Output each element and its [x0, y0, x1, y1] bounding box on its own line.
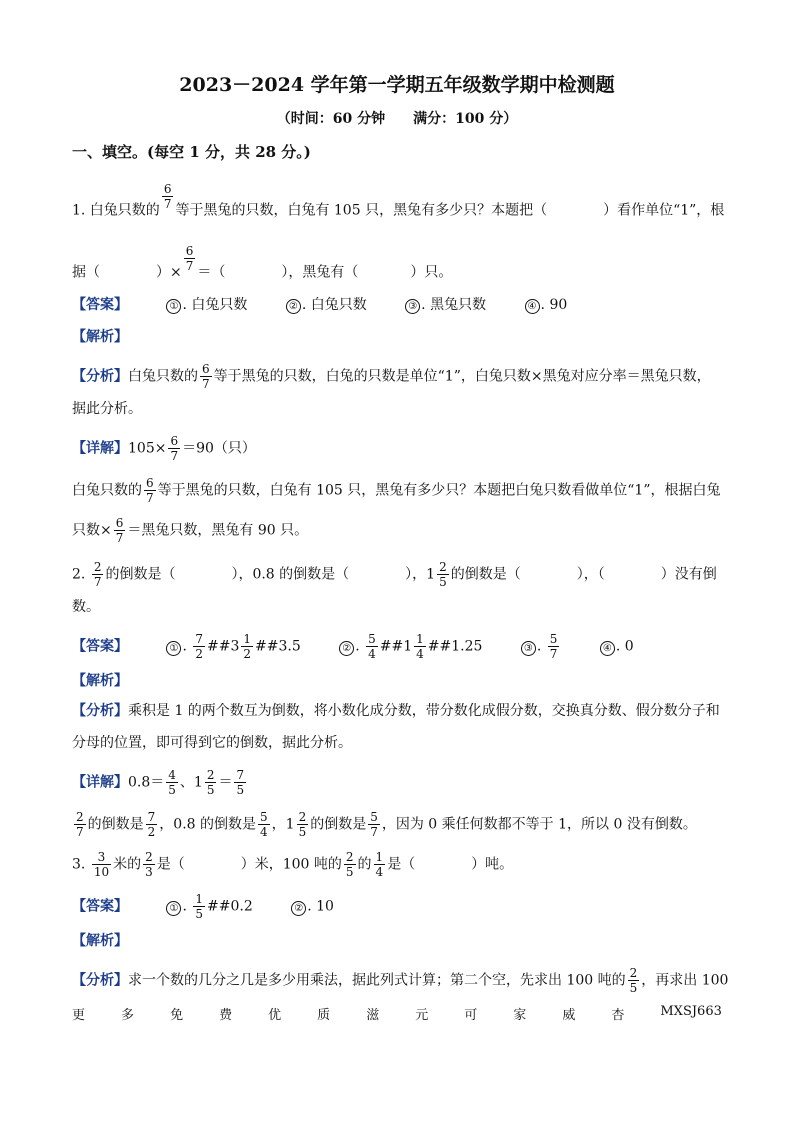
q3-fenxi: 【分析】求一个数的几分之几是多少用乘法，据此列式计算；第二个空，先求出 100 吨的 $\frac{2}{5}$ ，再求出 100	[72, 966, 729, 995]
exam-time: （时间：60 分钟	[276, 111, 386, 127]
q2-fenxi-cont: 分母的位置，即可得到它的倒数，据此分析。	[72, 735, 352, 751]
q3-answer: 【答案】 ① . $\frac{1}{5}$ ##0.2 ② . 10	[72, 892, 334, 921]
q1-line2: 据（ ）× $\frac{6}{7}$ ＝（ ），黑兔有（ ）只。	[72, 244, 453, 281]
section-heading: 一、填空。(每空 1 分，共 28 分。)	[72, 143, 311, 161]
page-footer: 更 多 免 费 优 质 滋 元 可 家 威 杏 MXSJ663	[72, 1004, 722, 1023]
fraction: $\frac{2}{5}$	[439, 560, 447, 589]
q2-xiangjie: 【详解】0.8＝ $\frac{4}{5}$ 、1 $\frac{2}{5}$ ＝ $\frac{7}{5}$	[72, 768, 245, 797]
q2-line2: 数。	[72, 599, 100, 615]
q2-detail: $\frac{2}{7}$ 的倒数是 $\frac{7}{2}$ ，0.8 的倒数是 $\frac{5}{4}$ ，1 $\frac{2}{5}$ 的倒数是 $\frac{5}{7}$ ，因为 0 乘任何数都不等于 1，所以 0 没有倒数。	[76, 810, 697, 839]
page-subtitle	[0, 108, 794, 128]
q2-jiexi: 【解析】	[72, 673, 128, 689]
page-title: 2023－2024 学年第一学期五年级数学期中检测题	[179, 74, 615, 96]
fraction: $\frac{6}{7}$	[115, 516, 124, 545]
fraction: $\frac{2}{7}$	[93, 560, 102, 589]
q1-detail1: 白兔只数的 $\frac{6}{7}$ 等于黑兔的只数，白兔有 105 只，黑兔有多少只？本题把白兔只数看做单位“1”，根据白兔	[72, 476, 721, 505]
q1-detail2: 只数× $\frac{6}{7}$ ＝黑兔只数，黑兔有 90 只。	[72, 516, 309, 545]
fraction: $\frac{6}{7}$	[163, 182, 172, 211]
q1-xiangjie: 【详解】105× $\frac{6}{7}$ ＝90（只）	[72, 434, 256, 463]
fraction: $\frac{6}{7}$	[146, 476, 154, 505]
q3-jiexi: 【解析】	[72, 933, 128, 949]
q1-fenxi-cont: 据此分析。	[72, 401, 142, 417]
q1-answer: 【答案】 ① . 白兔只数 ② . 白兔只数 ③ . 黑兔只数 ④ . 90	[72, 297, 568, 313]
q1-line1: 1. 白兔只数的 $\frac{6}{7}$ 等于黑兔的只数，白兔有 105 只，黑兔有多少只？本题把（ ）看作单位“1”，根	[72, 182, 725, 219]
fraction: $\frac{6}{7}$	[170, 434, 179, 463]
q1-fenxi: 【分析】白兔只数的 $\frac{6}{7}$ 等于黑兔的只数，白兔的只数是单位“1”，白兔只数×黑兔对应分率＝黑兔只数，	[72, 362, 711, 391]
q3-line1: 3. $\frac{3}{10}$ 米的 $\frac{2}{3}$ 是（ ）米，100 吨的 $\frac{2}{5}$ 的 $\frac{1}{4}$ 是（ ）吨。	[72, 850, 514, 879]
fraction: $\frac{6}{7}$	[185, 244, 194, 273]
q2-line1: 2. $\frac{2}{7}$ 的倒数是（ ），0.8 的倒数是（ ），1 $\frac{2}{5}$ 的倒数是（ ），（ ）没有倒	[72, 560, 717, 589]
q1-jiexi: 【解析】	[72, 329, 128, 345]
exam-score: 满分：100 分）	[413, 111, 518, 127]
q2-answer: 【答案】 ① . $\frac{7}{2}$ ##3 $\frac{1}{2}$ ##3.5 ② . $\frac{5}{4}$ ##1 $\frac{1}{4}$ ##1.25 ③ . $\frac{5}{7}$ ④ . 0	[72, 632, 634, 661]
fraction: $\frac{6}{7}$	[202, 362, 210, 391]
q2-fenxi: 【分析】乘积是 1 的两个数互为倒数，将小数化成分数，带分数化成假分数，交换真分数、假分数分子和	[72, 703, 720, 719]
